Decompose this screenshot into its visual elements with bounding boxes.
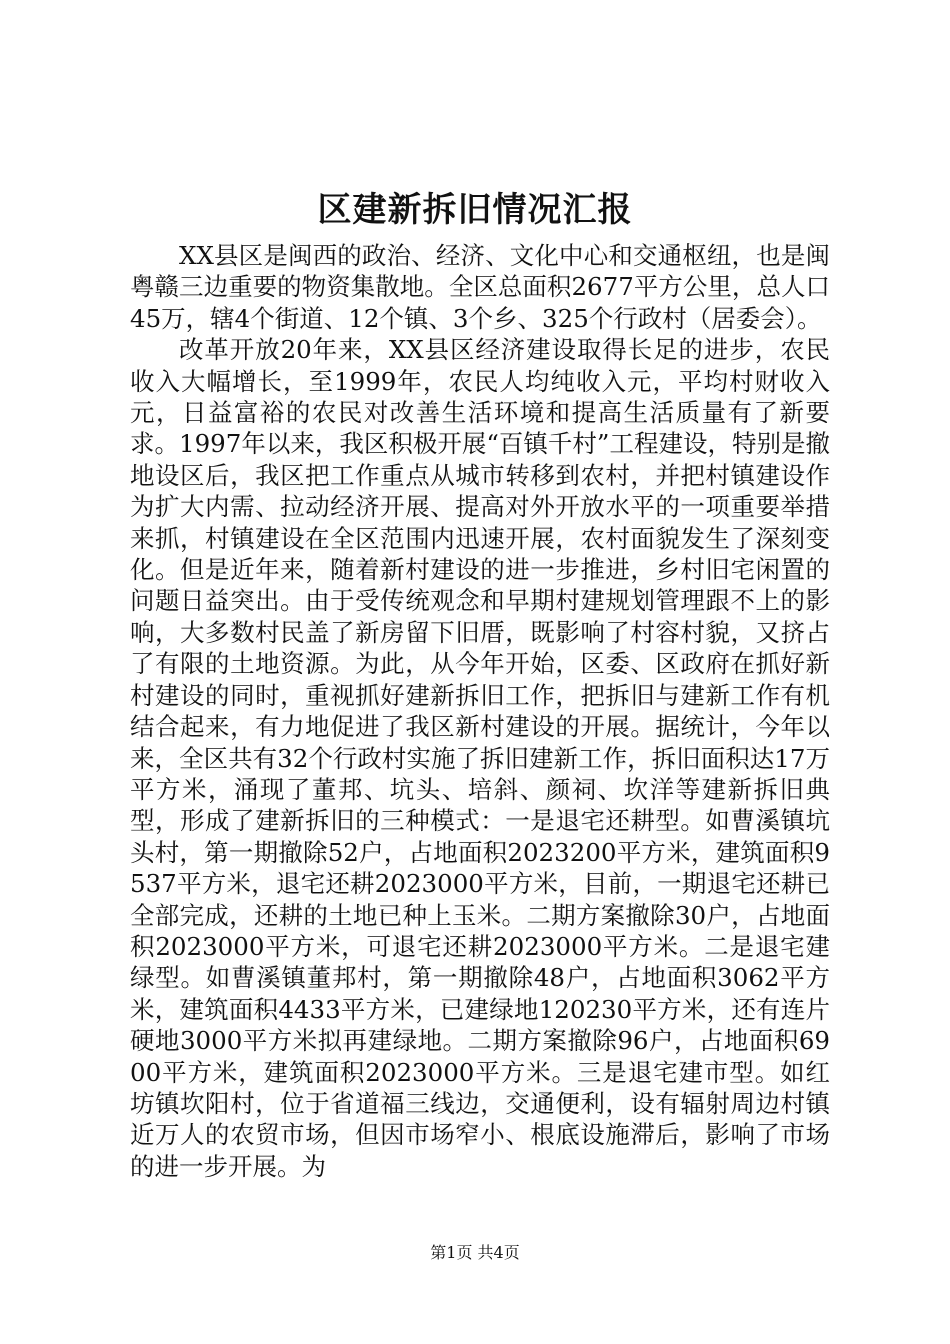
page-number-footer: 第1页 共4页 [430, 1243, 520, 1262]
paragraph-intro: XX县区是闽西的政治、经济、文化中心和交通枢纽，也是闽粤赣三边重要的物资集散地。全区总面积2677平方公里，总人口45万，辖4个街道、12个镇、3个乡、325个行政村（居委会）。 [130, 241, 830, 333]
document-title: 区建新拆旧情况汇报 [317, 190, 633, 230]
document-body [130, 240, 830, 1182]
paragraph-main: 改革开放20年来，XX县区经济建设取得长足的进步，农民收入大幅增长，至1999年，农民人均纯收入元，平均村财收入元，日益富裕的农民对改善生活环境和提高生活质量有了新要求。1997年以来，我区积极开展“百镇千村”工程建设，特别是撤地设区后，我区把工作重点从城市转移到农村，并把村镇建设作为扩大内需、拉动经济开展、提高对外开放水平的一项重要举措来抓，村镇建设在全区范围内迅速开展，农村面貌发生了深刻变化。但是近年来，随着新村建设的进一步推进，乡村旧宅闲置的问题日益突出。由于受传统观念和早期村建规划管理跟不上的影响，大多数村民盖了新房留下旧厝，既影响了村容村貌，又挤占了有限的土地资源。为此，从今年开始，区委、区政府在抓好新村建设的同时，重视抓好建新拆旧工作，把拆旧与建新工作有机结合起来，有力地促进了我区新村建设的开展。据统计，今年以来，全区共有32个行政村实施了拆旧建新工作，拆旧面积达17万平方米，涌现了董邦、坑头、培斜、颜祠、坎洋等建新拆旧典型，形成了建新拆旧的三种模式：一是退宅还耕型。如曹溪镇坑头村，第一期撤除52户，占地面积2023200平方米，建筑面积9537平方米，退宅还耕2023000平方米，目前，一期退宅还耕已全部完成，还耕的土地已种上玉米。二期方案撤除30户，占地面积2023000平方米，可退宅还耕2023000平方米。二是退宅建绿型。如曹溪镇董邦村，第一期撤除48户，占地面积3062平方米，建筑面积4433平方米，已建绿地120230平方米，还有连片硬地3000平方米拟再建绿地。二期方案撤除96户，占地面积6900平方米，建筑面积2023000平方米。三是退宅建市型。如红坊镇坎阳村，位于省道福三线边，交通便利，设有辐射周边村镇近万人的农贸市场，但因市场窄小、根底设施滞后，影响了市场的进一步开展。为 [130, 335, 830, 1181]
